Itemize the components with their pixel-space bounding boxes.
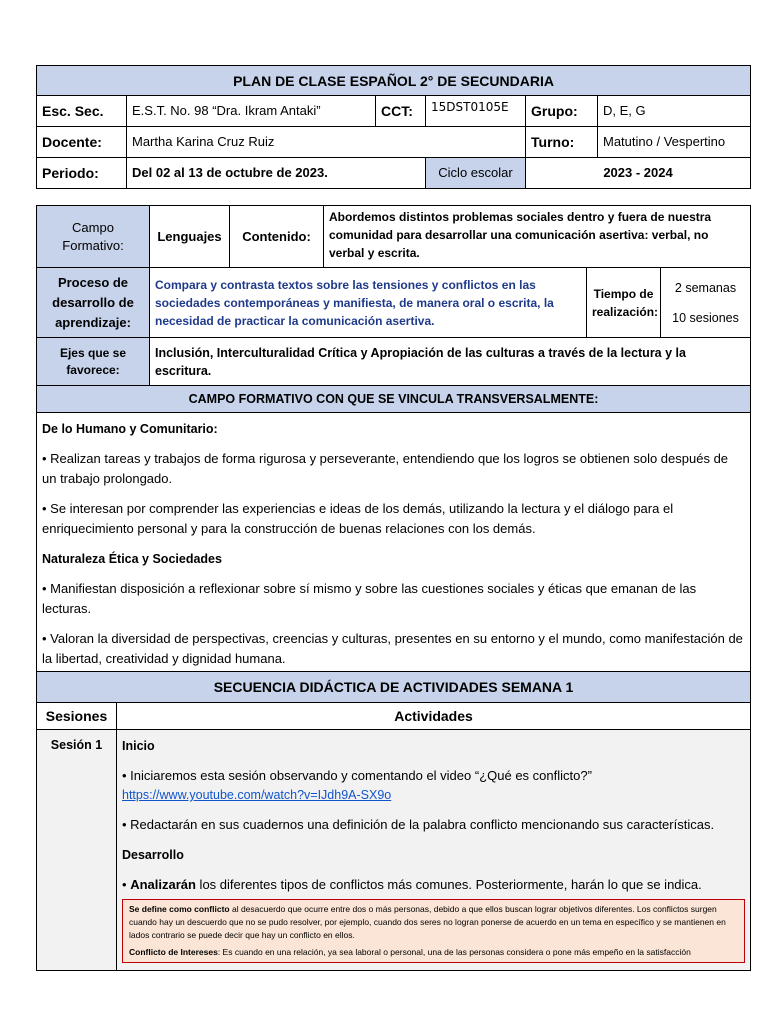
tiempo-sesiones: 10 sesiones bbox=[672, 310, 739, 325]
periodo-value: Del 02 al 13 de octubre de 2023. bbox=[127, 158, 426, 189]
cct-value: 15DST0105E bbox=[426, 96, 526, 127]
secuencia-table bbox=[36, 671, 751, 971]
esc-label: Esc. Sec. bbox=[37, 96, 127, 127]
plan-title: PLAN DE CLASE ESPAÑOL 2° DE SECUNDARIA bbox=[37, 66, 751, 96]
inicio-item-2: • Redactarán en sus cuadernos una definición de la palabra conflicto mencionando sus características. bbox=[122, 817, 715, 832]
docente-label: Docente: bbox=[37, 127, 127, 158]
conflict-interest-bold: Conflicto de Intereses bbox=[129, 947, 218, 957]
grupo-label: Grupo: bbox=[526, 96, 598, 127]
turno-value: Matutino / Vespertino bbox=[598, 127, 751, 158]
definition-rest: al desacuerdo que ocurre entre dos o más personas, debido a que ellos buscan lograr objetivos diferentes. Los conflictos surgen cuando hay un descuerdo que no se pudo resolver, por ejemplo, cuando dos seres no logran ponerse de acuerdo en un tema en específico y se mantienen en lados contrario se puede decir que hay un conflicto en ellos. bbox=[129, 904, 726, 940]
inicio-item-1: • Iniciaremos esta sesión observando y comentando el video “¿Qué es conflicto?” bbox=[122, 768, 592, 783]
conflict-interest-text bbox=[129, 946, 738, 959]
sesion-1-label: Sesión 1 bbox=[37, 730, 117, 971]
turno-label: Turno: bbox=[526, 127, 598, 158]
tiempo-cell bbox=[661, 268, 751, 338]
actividades-header: Actividades bbox=[117, 703, 751, 730]
esc-value: E.S.T. No. 98 “Dra. Ikram Antaki” bbox=[127, 96, 376, 127]
desarrollo-item-1 bbox=[122, 875, 745, 895]
desarrollo-heading: Desarrollo bbox=[122, 848, 184, 862]
ciclo-value: 2023 - 2024 bbox=[526, 158, 751, 189]
tiempo-label: Tiempo de realización: bbox=[587, 268, 661, 338]
video-link[interactable]: https://www.youtube.com/watch?v=IJdh9A-SX9o bbox=[122, 788, 392, 802]
desarrollo-bullet: • bbox=[122, 877, 127, 892]
pda-value: Compara y contrasta textos sobre las tensiones y conflictos en las sociedades contemporáneas y manifiesta, de manera oral o escrita, la necesidad de practicar la comunicación asertiva. bbox=[150, 268, 587, 338]
contenido-value: Abordemos distintos problemas sociales dentro y fuera de nuestra comunidad para desarrollar una comunicación asertiva: verbal, no verbal y escrita. bbox=[324, 206, 751, 268]
inicio-heading: Inicio bbox=[122, 739, 155, 753]
grupo-value: D, E, G bbox=[598, 96, 751, 127]
sesiones-header: Sesiones bbox=[37, 703, 117, 730]
contenido-label: Contenido: bbox=[230, 206, 324, 268]
definition-text bbox=[129, 903, 738, 942]
transversal-title: CAMPO FORMATIVO CON QUE SE VINCULA TRANSVERSALMENTE: bbox=[37, 386, 751, 413]
etica-title: Naturaleza Ética y Sociedades bbox=[42, 552, 222, 566]
etica-item-2: • Valoran la diversidad de perspectivas, creencias y culturas, presentes en su entorno y el mundo, como manifestación de la libertad, creatividad y dignidad humana. bbox=[42, 631, 743, 666]
humano-item-2: • Se interesan por comprender las experiencias e ideas de los demás, utilizando la lectura y el diálogo para el enriquecimiento personal y para la construcción de buenas relaciones con los demás. bbox=[42, 501, 674, 536]
docente-value: Martha Karina Cruz Ruiz bbox=[127, 127, 526, 158]
periodo-label: Periodo: bbox=[37, 158, 127, 189]
transversal-body bbox=[37, 413, 751, 678]
campo-table bbox=[36, 205, 751, 678]
campo-label: Campo Formativo: bbox=[37, 206, 150, 268]
header-table bbox=[36, 65, 751, 189]
humano-item-1: • Realizan tareas y trabajos de forma rigurosa y perseverante, entendiendo que los logros se obtienen solo después de un trabajo prolongado. bbox=[42, 451, 729, 486]
desarrollo-bold: Analizarán bbox=[130, 877, 196, 892]
cct-label: CCT: bbox=[376, 96, 426, 127]
definition-box bbox=[122, 899, 745, 963]
ejes-label: Ejes que se favorece: bbox=[37, 338, 150, 386]
ciclo-label: Ciclo escolar bbox=[426, 158, 526, 189]
secuencia-title: SECUENCIA DIDÁCTICA DE ACTIVIDADES SEMANA 1 bbox=[37, 672, 751, 703]
etica-item-1: • Manifiestan disposición a reflexionar sobre sí mismo y sobre las cuestiones sociales y éticas que emanan de las lecturas. bbox=[42, 581, 697, 616]
ejes-value: Inclusión, Interculturalidad Crítica y Apropiación de las culturas a través de la lectura y la escritura. bbox=[150, 338, 751, 386]
desarrollo-rest: los diferentes tipos de conflictos más comunes. Posteriormente, harán lo que se indica. bbox=[195, 877, 702, 892]
sesion-1-activities bbox=[117, 730, 751, 971]
humano-title: De lo Humano y Comunitario: bbox=[42, 422, 218, 436]
definition-bold: Se define como conflicto bbox=[129, 904, 230, 914]
video-link-wrap bbox=[122, 785, 745, 805]
conflict-interest-rest: : Es cuando en una relación, ya sea laboral o personal, una de las personas considera o pone más empeño en la satisfacción bbox=[217, 947, 691, 957]
tiempo-semanas: 2 semanas bbox=[674, 280, 737, 295]
campo-value: Lenguajes bbox=[150, 206, 230, 268]
pda-label: Proceso de desarrollo de aprendizaje: bbox=[37, 268, 150, 338]
